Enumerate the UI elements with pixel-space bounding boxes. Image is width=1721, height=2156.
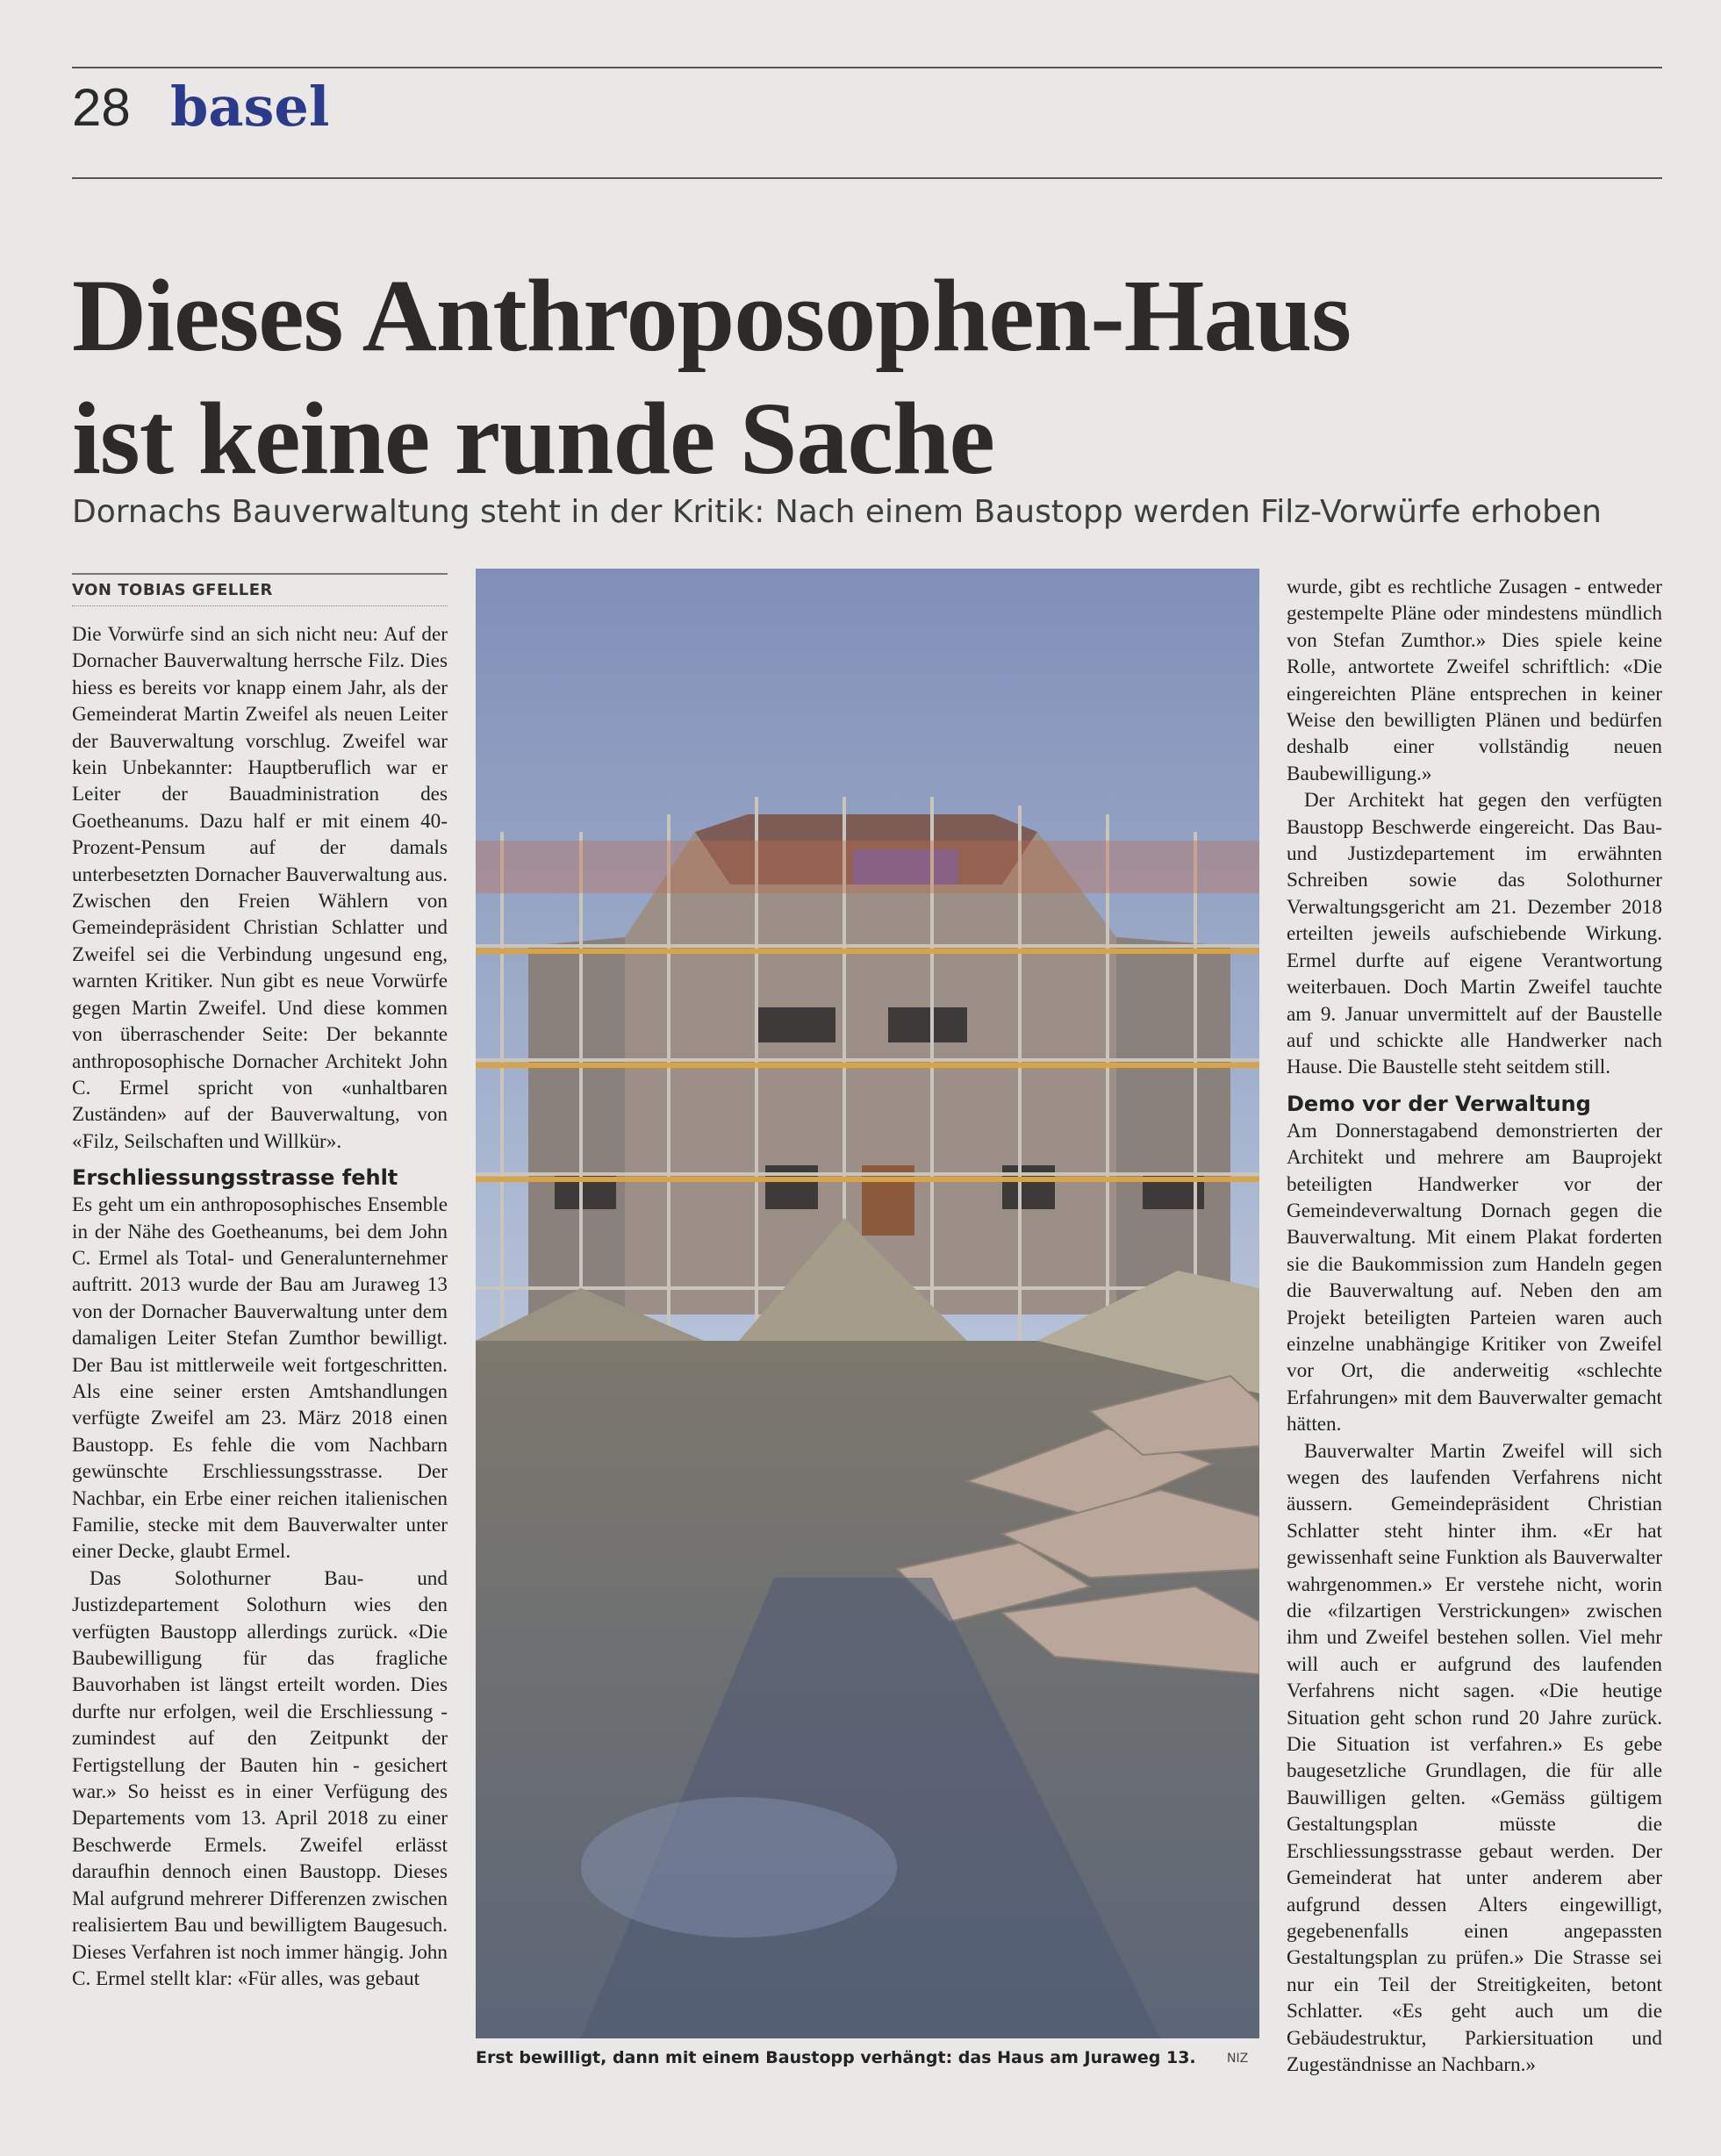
article-column-3 bbox=[1287, 574, 1662, 2078]
paragraph: Das Solothurner Bau- und Justizdepartement Solothurn wies den verfügten Baustopp allerdings zurück. «Die Baubewilligung für das fragliche Bauvorhaben ist längst erteilt worden. Dies durfte nur erfolgen, weil die Erschliessung - zumindest auf den Zeitpunkt der Fertigstellung der Bauten hin - gesichert war.» So heisst es in einer Verfügung des Departements vom 13. April 2018 zu einer Beschwerde Ermels. Zweifel erlässt daraufhin dennoch einen Baustopp. Dieses Mal aufgrund mehrerer Differenzen zwischen realisiertem Bau und bewilligtem Baugesuch. Dieses Verfahren ist noch immer hängig. John C. Ermel stellt klar: «Für alles, was gebaut bbox=[72, 1566, 448, 1990]
byline-divider bbox=[72, 605, 448, 607]
paragraph: Bauverwalter Martin Zweifel will sich wegen des laufenden Verfahrens nicht äussern. Gemeindepräsident Christian Schlatter steht hinter ihm. «Er hat gewissenhaft seine Funktion als Bauverwalter wahrgenommen.» Er verstehe nicht, worin die «filzartigen Verstrickungen» zwischen ihm und Zweifel bestehen sollen. Viel mehr will auch er aufgrund des laufenden Verfahrens nicht sagen. «Die heutige Situation geht schon rund 20 Jahre zurück. Die Situation ist verfahren.» Es gebe baugesetzliche Grundlagen, die für alle Bauwilligen gelten. «Gemäss gültigem Gestaltungsplan müsste die Erschliessungsstrasse gebaut werden. Der Gemeinderat hat unter anderem aber aufgrund dessen Alters eingewilligt, gegebenenfalls einen angepassten Gestaltungsplan zu prüfen.» Die Strasse sei nur ein Teil der Streitigkeiten, betont Schlatter. «Es geht auch um die Gebäudestruktur, Parkiersituation und Zugeständnisse an Nachbarn.» bbox=[1287, 1439, 1662, 2076]
subtitle: Dornachs Bauverwaltung steht in der Kritik: Nach einem Baustopp werden Filz-Vorwürfe erhoben bbox=[72, 494, 1602, 530]
article-photo bbox=[476, 569, 1259, 2038]
paragraph: Die Vorwürfe sind an sich nicht neu: Auf der Dornacher Bauverwaltung herrsche Filz. Dies hiess es bereits vor knapp einem Jahr, als der Gemeinderat Martin Zweifel als neuen Leiter der Bauverwaltung vorschlug. Zweifel war kein Unbekannter: Hauptberuflich war er Leiter der Bauadministration des Goetheanums. Dazu half er mit einem 40-Prozent-Pensum auf der damals unterbesetzten Dornacher Bauverwaltung aus. Zwischen den Freien Wählern von Gemeindepräsident Christian Schlatter und Zweifel sei die Verbindung ungesund eng, warnten Kritiker. Nun gibt es neue Vorwürfe gegen Martin Zweifel. Und diese kommen von überraschender Seite: Der bekannte anthroposophische Dornacher Architekt John C. Ermel spricht von «unhaltbaren Zuständen» auf der Bauverwaltung, von «Filz, Seilschaften und Willkür». bbox=[72, 623, 448, 1153]
top-rule bbox=[72, 67, 1662, 68]
byline-rule bbox=[72, 573, 448, 575]
paragraph: Der Architekt hat gegen den verfügten Baustopp Beschwerde eingereicht. Das Bau- und Justizdepartement im erwähnten Schreiben sowie das Solothurner Verwaltungsgericht am 21. Dezember 2018 erteilten jeweils aufschiebende Wirkung. Ermel durfte auf eigene Verantwortung weiterbauen. Doch Martin Zweifel tauchte am 9. Januar unvermittelt auf der Baustelle auf und schickte alle Handwerker nach Hause. Die Baustelle steht seitdem still. bbox=[1287, 789, 1662, 1079]
header-rule bbox=[72, 177, 1662, 179]
headline-line-1: Dieses Anthroposophen-Haus bbox=[72, 258, 1352, 373]
headline-line-2: ist keine runde Sache bbox=[72, 381, 994, 496]
byline: VON TOBIAS GFELLER bbox=[72, 581, 273, 599]
paragraph: Am Donnerstagabend demonstrierten der Architekt und mehrere am Bauprojekt beteiligten Handwerker vor der Gemeindeverwaltung Dornach gegen die Bauverwaltung. Mit einem Plakat forderten sie die Baukommission zum Handeln gegen die Bauverwaltung auf. Neben den am Projekt beteiligten Parteien waren auch einzelne unabhängige Kritiker von Zweifel vor Ort, die anderweitig «schlechte Erfahrungen» mit dem Bauverwalter gemacht hätten. bbox=[1287, 1119, 1662, 1436]
photo-caption: Erst bewilligt, dann mit einem Baustopp verhängt: das Haus am Juraweg 13. bbox=[476, 2048, 1196, 2067]
construction-site-image bbox=[476, 569, 1259, 2038]
paragraph: Es geht um ein anthroposophisches Ensemble in der Nähe des Goetheanums, bei dem John C. Ermel als Total- und Generalunternehmer auftritt. 2013 wurde der Bau am Juraweg 13 von der Dornacher Bauverwaltung unter dem damaligen Leiter Stefan Zumthor bewilligt. Der Bau ist mittlerweile weit fortgeschritten. Als eine seiner ersten Amtshandlungen verfügte Zweifel am 23. März 2018 einen Baustopp. Es fehle die vom Nachbarn gewünschte Erschliessungsstrasse. Der Nachbar, ein Erbe einer reichen italienischen Familie, stecke mit dem Bauverwalter unter einer Decke, glaubt Ermel. bbox=[72, 1193, 448, 1564]
photo-credit: NIZ bbox=[1227, 2052, 1249, 2066]
paragraph: wurde, gibt es rechtliche Zusagen - entweder gestempelte Pläne oder mindestens mündlich von Stefan Zumthor.» Dies spiele keine Rolle, antwortete Zweifel schriftlich: «Die eingereichten Pläne entsprechen in keiner Weise den bewilligten Plänen und bedürfen deshalb einer vollständig neuen Baubewilligung.» bbox=[1287, 576, 1662, 785]
section-title: basel bbox=[170, 75, 330, 139]
page-number: 28 bbox=[72, 78, 131, 137]
headline bbox=[72, 254, 1704, 500]
subheading: Demo vor der Verwaltung bbox=[1287, 1091, 1591, 1116]
subheading: Erschliessungsstrasse fehlt bbox=[72, 1165, 398, 1191]
article-column-1 bbox=[72, 621, 448, 1992]
